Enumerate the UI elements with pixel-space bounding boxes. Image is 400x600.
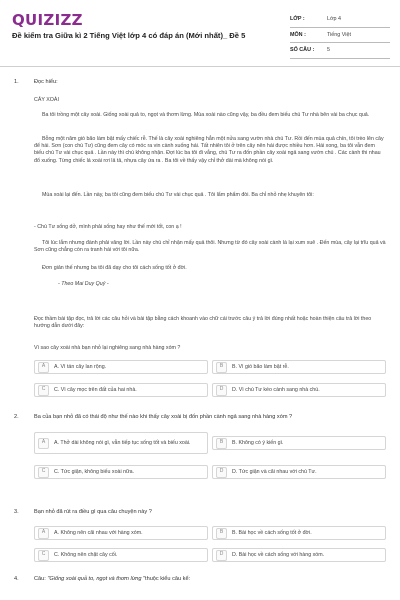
option-text: D. Vì chú Tư kéo cành sang nhà chú. (232, 386, 320, 393)
answer-option-c[interactable] (34, 465, 208, 479)
option-text: D. Tức giận và cãi nhau với chú Tư. (232, 468, 317, 475)
question-number: 2. (14, 414, 19, 420)
answer-option-d[interactable] (212, 383, 386, 397)
answer-option-b[interactable] (212, 436, 386, 450)
option-text: C. Không nên chặt cây cối. (54, 551, 118, 558)
option-letter: C (38, 385, 49, 396)
option-letter: A (38, 438, 49, 449)
option-letter: B (216, 528, 227, 539)
question-text: Bạn nhỏ đã rút ra điều gì qua câu chuyện này ? (34, 509, 152, 515)
option-text: A. Thở dài không nói gì, vẫn tiếp tục sống tốt và biếu xoài. (54, 439, 191, 446)
answer-option-a[interactable] (34, 526, 208, 540)
question-number: 1. (14, 79, 19, 85)
answer-option-d[interactable] (212, 465, 386, 479)
option-text: C. Vì cây mọc trên đất của hai nhà. (54, 386, 137, 393)
meta-table (290, 12, 390, 59)
meta-row-class (290, 12, 390, 28)
option-letter: B (216, 362, 227, 373)
option-text: C. Tức giận, không biếu xoài nữa. (54, 468, 135, 475)
answer-option-a[interactable] (34, 432, 208, 454)
meta-key: MÔN : (290, 31, 306, 38)
question-text: Vì sao cây xoài nhà bạn nhỏ lại nghiêng sang nhà hàng xóm ? (34, 345, 181, 351)
question-text (34, 576, 386, 583)
meta-value: 5 (327, 47, 330, 54)
question-number: 4. (14, 576, 19, 582)
passage-paragraph: Bỗng một năm gió bão làm bật mấy chiếc rễ. Thế là cây xoài nghiêng hẳn một nửa sang vườn nhà chú Tư. Rồi đến mùa quả chín, tôi trèo lên cây để hái. Sơn (con chú Tư) cũng đem cây có móc ra vin cành xuống hái. Tất nhiên tôi ở trên cây nên hái được nhiều hơn. Hái xong, ba tôi vẫn đem biếu chú Tư vài chục quả . Lần này thì chú không nhận. Đợi lúc ba tôi đi vắng, chú Tư ra đốn phần cây xoài ngả sang vườn chú . Các cành thi nhau đổ xuống. Từng chiếc lá xoài rơi lả tả, nhựa cây ứa ra . Ba tôi về thấy vậy chỉ thở dài mà không nói gì. (34, 136, 384, 164)
option-letter: D (216, 467, 227, 478)
document-title: Đề kiểm tra Giữa kì 2 Tiếng Việt lớp 4 có đáp án (Mới nhất)_ Đề 5 (12, 31, 246, 40)
meta-row-subject (290, 28, 390, 44)
question-quote: "Giống xoài quả to, ngọt và thơm lừng " (47, 576, 146, 582)
option-letter: B (216, 438, 227, 449)
question-suffix: thuộc kiểu câu kể: (145, 576, 191, 582)
meta-key: SỐ CÂU : (290, 47, 315, 54)
question-number: 3. (14, 509, 19, 515)
passage-paragraph: Ba tôi trồng một cây xoài. Giống xoài quả to, ngọt và thơm lừng. Mùa xoài nào cũng vậy, ba đều đem biếu chú Tư nhà bên vài ba chục quả. (42, 112, 370, 118)
option-letter: A (38, 528, 49, 539)
meta-row-question-count (290, 43, 390, 59)
meta-key: LỚP : (290, 16, 305, 23)
meta-value: Lớp 4 (327, 16, 342, 23)
header-divider (0, 66, 400, 67)
header (0, 0, 400, 70)
option-letter: D (216, 550, 227, 561)
passage-paragraph: Mùa xoài lại đến. Lần này, ba tôi cũng đem biếu chú Tư vài chục quả . Tôi lẩm phẩm đòi. Ba chỉ nhỏ nhẹ khuyên tôi: (42, 192, 314, 198)
option-letter: C (38, 467, 49, 478)
option-text: B. Vì gió bão làm bật rễ. (232, 363, 289, 370)
passage-paragraph: Đơn giản thế nhưng ba tôi đã dạy cho tôi cách sống tốt ở đời. (42, 265, 187, 271)
option-text: A. Vì tán cây lan rộng. (54, 363, 107, 370)
passage-paragraph: - Chú Tư sống dở, mình phải sống hay như thế mới tốt, con ạ ! (34, 224, 182, 230)
answer-option-b[interactable] (212, 526, 386, 540)
option-letter: D (216, 385, 227, 396)
question-text: Ba của bạn nhỏ đã có thái độ như thế nào khi thấy cây xoài bị đốn phần cành ngả sang nhà hàng xóm ? (34, 414, 293, 420)
passage-author: - Theo Mai Duy Quý - (58, 281, 109, 287)
option-letter: C (38, 550, 49, 561)
meta-value: Tiếng Việt (327, 31, 351, 38)
question-prefix: Câu: (34, 576, 48, 582)
option-text: A. Không nên cãi nhau với hàng xóm. (54, 529, 143, 536)
answer-option-d[interactable] (212, 548, 386, 562)
question-instruction: Đọc thầm bài tập đọc, trả lời các câu hỏi và bài tập bằng cách khoanh vào chữ cái trước câu ý trả lời đúng nhất hoặc hoàn thiện câu trả lời theo hướng dẫn dưới đây: (34, 316, 372, 330)
quizizz-logo: QUIZIZZ (12, 11, 83, 29)
answer-option-b[interactable] (212, 360, 386, 374)
passage-title: CÂY XOÀI (34, 97, 59, 103)
passage-paragraph: Tôi lúc lắm nhưng đành phải vâng lời. Lần này chú chỉ nhận mấy quả thôi. Nhưng từ đó cây xoài cành lá lại xum xuê . Đến mùa, cây lại trĩu quả và Sơn cũng chẳng còn ra tranh hái với tôi nữa. (34, 240, 386, 254)
option-letter: A (38, 362, 49, 373)
answer-option-c[interactable] (34, 548, 208, 562)
option-text: B. Bài học về cách sống tốt ở đời. (232, 529, 312, 536)
answer-option-c[interactable] (34, 383, 208, 397)
option-text: B. Không có ý kiến gì. (232, 439, 284, 446)
option-text: D. Bài học về cách sống với hàng xóm. (232, 551, 325, 558)
answer-option-a[interactable] (34, 360, 208, 374)
question-label: Đọc hiểu: (34, 79, 58, 85)
